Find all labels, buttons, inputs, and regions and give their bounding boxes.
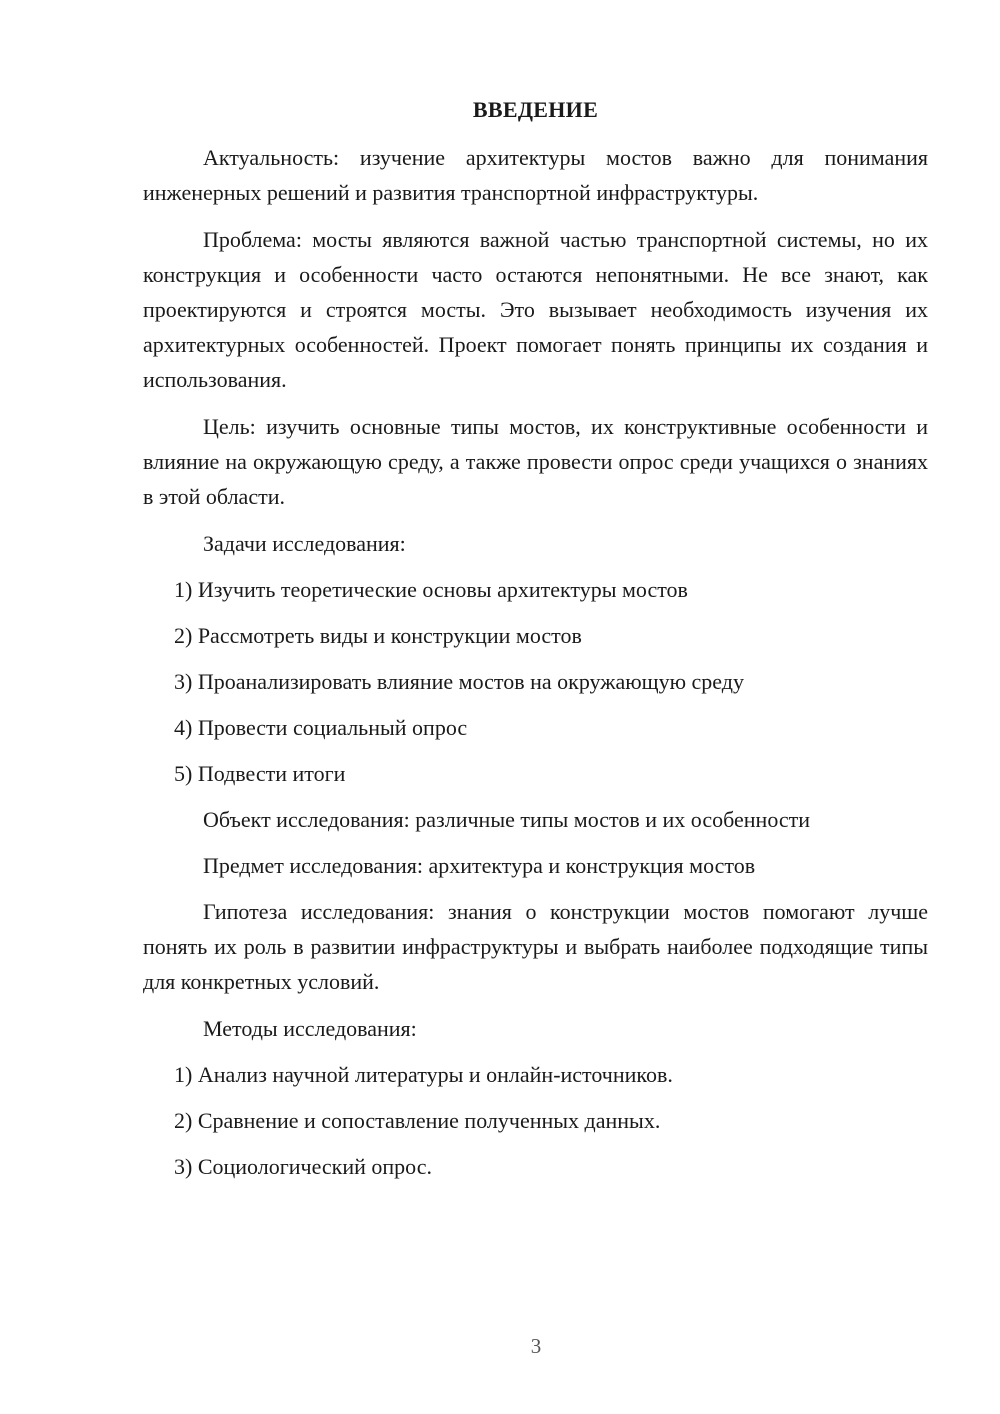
- task-item: 5) Подвести итоги: [174, 761, 346, 786]
- relevance-paragraph: Актуальность: изучение архитектуры мостов важно для понимания инженерных решений и развития транспортной инфраструктуры.: [143, 145, 928, 205]
- task-item: 4) Провести социальный опрос: [174, 715, 468, 740]
- task-item: 1) Изучить теоретические основы архитектуры мостов: [174, 577, 688, 602]
- hypothesis-paragraph: Гипотеза исследования: знания о конструкции мостов помогают лучше понять их роль в развитии инфраструктуры и выбрать наиболее подходящие типы для конкретных условий.: [143, 899, 928, 994]
- section-title: ВВЕДЕНИЕ: [472, 97, 599, 122]
- tasks-list: [143, 572, 928, 791]
- task-item: 3) Проанализировать влияние мостов на окружающую среду: [174, 669, 744, 694]
- method-item: 2) Сравнение и сопоставление полученных данных.: [174, 1108, 661, 1133]
- document-page: [143, 95, 928, 1195]
- problem-paragraph: Проблема: мосты являются важной частью транспортной системы, но их конструкция и особенности часто остаются непонятными. Не все знают, как проектируются и строятся мосты. Это вызывает необходимость изучения их архитектурных особенностей. Проект помогает понять принципы их создания и использования.: [143, 227, 928, 392]
- method-item: 1) Анализ научной литературы и онлайн-источников.: [174, 1062, 673, 1087]
- goal-paragraph: Цель: изучить основные типы мостов, их конструктивные особенности и влияние на окружающую среду, а также провести опрос среди учащихся о знаниях в этой области.: [143, 414, 928, 509]
- tasks-heading: Задачи исследования:: [203, 531, 406, 556]
- task-item: 2) Рассмотреть виды и конструкции мостов: [174, 623, 582, 648]
- object-line: Объект исследования: различные типы мостов и их особенности: [203, 807, 811, 832]
- method-item: 3) Социологический опрос.: [174, 1154, 432, 1179]
- page-number: 3: [530, 1334, 542, 1358]
- subject-line: Предмет исследования: архитектура и конструкция мостов: [203, 853, 756, 878]
- methods-heading: Методы исследования:: [203, 1016, 417, 1041]
- methods-list: [143, 1057, 928, 1184]
